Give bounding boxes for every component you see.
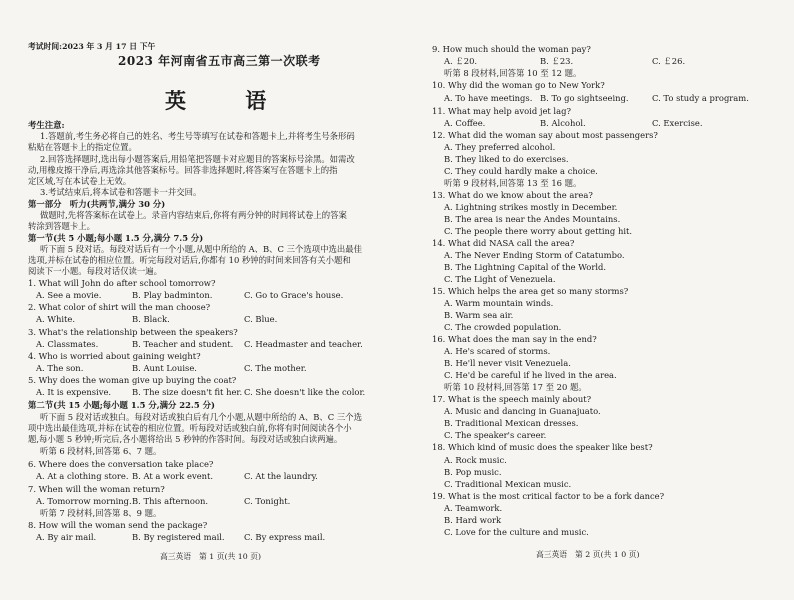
note-line: 粘贴在答题卡上的指定位置。 xyxy=(28,142,137,152)
option-b: B. Pop music. xyxy=(444,467,502,477)
option-a: A. The Never Ending Storm of Catatumbo. xyxy=(444,250,625,260)
part1-title: 第一部分 听力(共两节,满分 30 分) xyxy=(28,199,166,209)
option-a: A. To have meetings. xyxy=(444,93,533,103)
question-stem: 13. What do we know about the area? xyxy=(432,190,593,200)
question-stem: 18. Which kind of music does the speaker like best? xyxy=(432,442,653,452)
option-a: A. ￡20. xyxy=(444,56,478,66)
material-intro: 听第 10 段材料,回答第 17 至 20 题。 xyxy=(444,382,587,392)
option-b: B. At a work event. xyxy=(132,471,214,481)
note-line: 3.考试结束后,将本试卷和答题卡一并交回。 xyxy=(40,187,202,197)
option-a: A. Teamwork. xyxy=(444,503,503,513)
section2-desc: 题,每小题 5 秒钟;听完后,各小题将给出 5 秒钟的作答时间。每段对话或独白读两遍。 xyxy=(28,434,343,444)
question-stem: 7. When will the woman return? xyxy=(28,484,165,494)
option-b: B. Traditional Mexican dresses. xyxy=(444,418,579,428)
option-b: B. Black. xyxy=(132,314,170,324)
option-a: A. Tomorrow morning. xyxy=(36,496,132,506)
option-c: C. Blue. xyxy=(244,314,278,324)
question-stem: 10. Why did the woman go to New York? xyxy=(432,80,605,90)
section1-title: 第一节(共 5 小题;每小题 1.5 分,满分 7.5 分) xyxy=(28,233,204,243)
question-stem: 14. What did NASA call the area? xyxy=(432,238,575,248)
question-stem: 6. Where does the conversation take place? xyxy=(28,459,214,469)
option-c: C. He'd be careful if he lived in the area. xyxy=(444,370,617,380)
material-intro: 听第 8 段材料,回答第 10 至 12 题。 xyxy=(444,68,582,78)
option-c: C. Traditional Mexican music. xyxy=(444,479,572,489)
option-a: A. Lightning strikes mostly in December. xyxy=(444,202,618,212)
option-a: A. He's scared of storms. xyxy=(444,346,551,356)
question-stem: 12. What did the woman say about most passengers? xyxy=(432,130,658,140)
option-a: A. See a movie. xyxy=(36,290,102,300)
option-b: B. The Lightning Capital of the World. xyxy=(444,262,607,272)
question-stem: 3. What's the relationship between the speakers? xyxy=(28,327,238,337)
question-stem: 11. What may help avoid jet lag? xyxy=(432,106,571,116)
option-b: B. To go sightseeing. xyxy=(540,93,629,103)
option-c: C. Love for the culture and music. xyxy=(444,527,589,537)
option-b: B. Alcohol. xyxy=(540,118,586,128)
exam-time: 考试时间:2023 年 3 月 17 日 下午 xyxy=(28,42,156,51)
question-stem: 5. Why does the woman give up buying the coat? xyxy=(28,375,237,385)
option-b: B. ￡23. xyxy=(540,56,574,66)
option-a: A. Music and dancing in Guanajuato. xyxy=(444,406,601,416)
question-stem: 15. Which helps the area get so many storms? xyxy=(432,286,629,296)
section1-desc: 听下面 5 段对话。每段对话后有一个小题,从题中所给的 A、B、C 三个选项中选出最佳 xyxy=(40,244,362,254)
option-a: A. Warm mountain winds. xyxy=(444,298,554,308)
option-c: C. Go to Grace's house. xyxy=(244,290,344,300)
section2-desc: 听下面 5 段对话或独白。每段对话或独白后有几个小题,从题中所给的 A、B、C 三个选 xyxy=(40,412,362,422)
note-line: 1.答题前,考生务必将自己的姓名、考生号等填写在试卷和答题卡上,并将考生号条形码 xyxy=(40,131,355,141)
option-b: B. Hard work xyxy=(444,515,502,525)
subject-title: 英 语 xyxy=(165,88,293,113)
note-line: 动,用橡皮擦干净后,再选涂其他答案标号。回答非选择题时,将答案写在答题卡上的指 xyxy=(28,165,338,175)
option-c: C. At the laundry. xyxy=(244,471,318,481)
option-b: B. He'll never visit Venezuela. xyxy=(444,358,571,368)
option-b: B. The area is near the Andes Mountains. xyxy=(444,214,621,224)
page-footer: 高三英语 第 2 页(共 1 0 页) xyxy=(536,550,640,559)
option-a: A. At a clothing store. xyxy=(36,471,129,481)
part1-desc: 转涂到答题卡上。 xyxy=(28,221,95,231)
option-c: C. Tonight. xyxy=(244,496,291,506)
option-c: C. They could hardly make a choice. xyxy=(444,166,598,176)
option-c: C. By express mail. xyxy=(244,532,326,542)
question-stem: 4. Who is worried about gaining weight? xyxy=(28,351,201,361)
option-c: C. Exercise. xyxy=(652,118,703,128)
option-a: A. By air mail. xyxy=(36,532,97,542)
material-intro: 听第 6 段材料,回答第 6、7 题。 xyxy=(40,446,162,456)
material-intro: 听第 9 段材料,回答第 13 至 16 题。 xyxy=(444,178,582,188)
option-b: B. By registered mail. xyxy=(132,532,225,542)
option-a: A. The son. xyxy=(36,363,84,373)
question-stem: 9. How much should the woman pay? xyxy=(432,44,591,54)
section2-desc: 项中选出最佳选项,并标在试卷的相应位置。听每段对话或独白前,你将有时间阅读各个小 xyxy=(28,423,352,433)
option-c: C. ￡26. xyxy=(652,56,686,66)
question-stem: 19. What is the most critical factor to be a fork dance? xyxy=(432,491,665,501)
question-stem: 17. What is the speech mainly about? xyxy=(432,394,592,404)
section1-desc: 选项,并标在试卷的相应位置。听完每段对话后,你都有 10 秒钟的时间来回答有关小题和 xyxy=(28,255,351,265)
section2-title: 第二节(共 15 小题;每小题 1.5 分,满分 22.5 分) xyxy=(28,400,215,410)
option-b: B. Play badminton. xyxy=(132,290,213,300)
option-a: A. White. xyxy=(36,314,76,324)
option-b: B. They liked to do exercises. xyxy=(444,154,569,164)
part1-desc: 做题时,先将答案标在试卷上。录音内容结束后,你将有两分钟的时间将试卷上的答案 xyxy=(40,210,347,220)
option-c: C. The Light of Venezuela. xyxy=(444,274,556,284)
option-c: C. She doesn't like the color. xyxy=(244,387,366,397)
note-line: 定区域,写在本试卷上无效。 xyxy=(28,176,132,186)
question-stem: 8. How will the woman send the package? xyxy=(28,520,208,530)
option-a: A. They preferred alcohol. xyxy=(444,142,556,152)
option-c: C. The people there worry about getting hit. xyxy=(444,226,633,236)
option-b: B. This afternoon. xyxy=(132,496,209,506)
section1-desc: 阅读下一小题。每段对话仅读一遍。 xyxy=(28,266,162,276)
option-a: A. Coffee. xyxy=(444,118,486,128)
option-b: B. The size doesn't fit her. xyxy=(132,387,243,397)
option-a: A. Rock music. xyxy=(444,455,507,465)
material-intro: 听第 7 段材料,回答第 8、9 题。 xyxy=(40,508,162,518)
option-c: C. The speaker's career. xyxy=(444,430,547,440)
option-a: A. It is expensive. xyxy=(36,387,112,397)
exam-page-2 xyxy=(410,0,794,600)
option-b: B. Aunt Louise. xyxy=(132,363,197,373)
question-stem: 2. What color of shirt will the man choose? xyxy=(28,302,211,312)
option-b: B. Warm sea air. xyxy=(444,310,514,320)
question-stem: 16. What does the man say in the end? xyxy=(432,334,597,344)
option-c: C. The crowded population. xyxy=(444,322,562,332)
exam-title: 2023 年河南省五市高三第一次联考 xyxy=(118,54,321,68)
option-c: C. Headmaster and teacher. xyxy=(244,339,363,349)
option-b: B. Teacher and student. xyxy=(132,339,234,349)
option-c: C. The mother. xyxy=(244,363,307,373)
note-line: 2.回答选择题时,选出每小题答案后,用铅笔把答题卡对应题目的答案标号涂黑。如需改 xyxy=(40,154,355,164)
option-c: C. To study a program. xyxy=(652,93,749,103)
option-a: A. Classmates. xyxy=(36,339,99,349)
question-stem: 1. What will John do after school tomorrow? xyxy=(28,278,216,288)
notes-title: 考生注意: xyxy=(28,120,65,130)
page-footer: 高三英语 第 1 页(共 10 页) xyxy=(160,552,262,561)
